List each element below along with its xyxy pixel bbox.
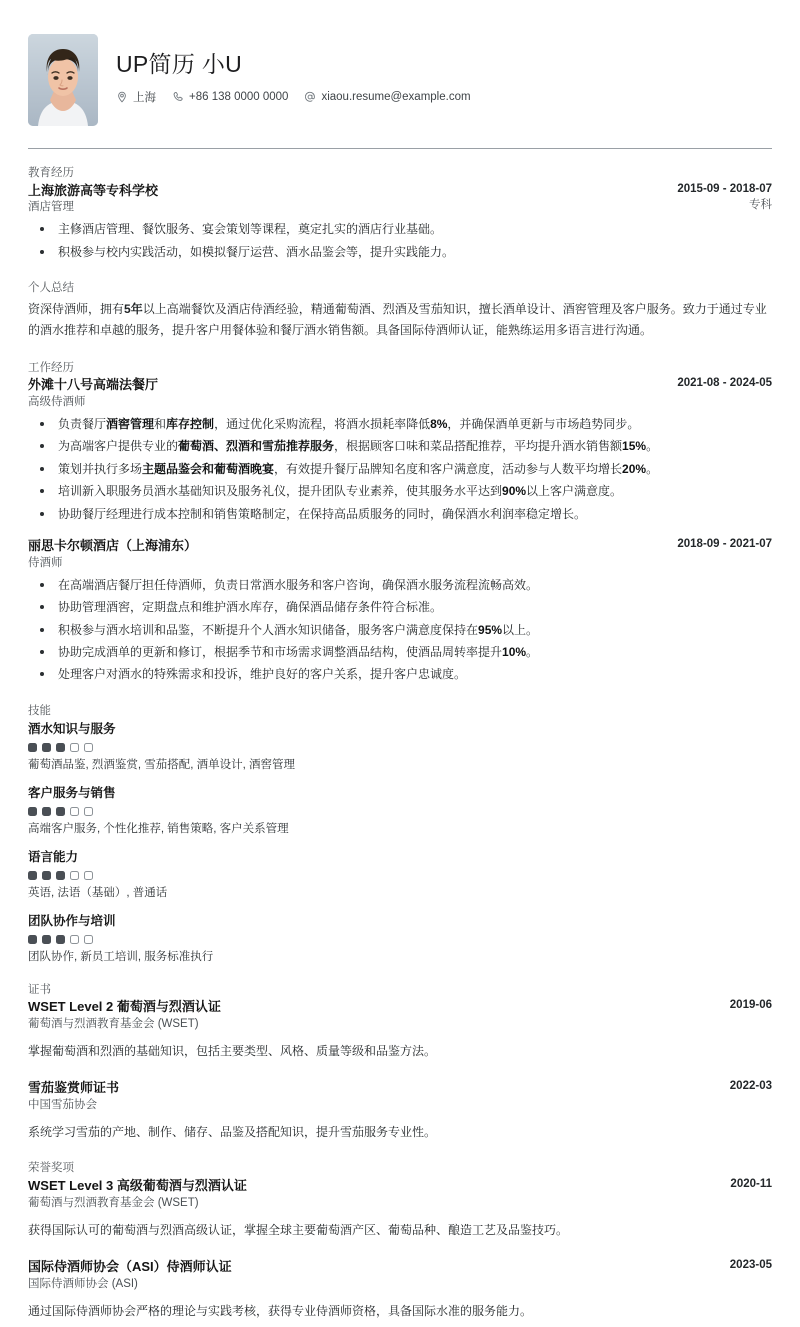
section-summary <box>24 280 776 341</box>
skill-item <box>28 784 772 839</box>
certificate-issuer: 中国雪茄协会 <box>28 1098 97 1111</box>
skill-dot-empty <box>84 935 93 944</box>
avatar <box>28 34 98 126</box>
skill-dot-filled <box>42 935 51 944</box>
award-date: 2023-05 <box>729 1259 772 1272</box>
work-company: 丽思卡尔顿酒店（上海浦东） <box>28 538 198 554</box>
work-company: 外滩十八号高端法餐厅 <box>28 377 159 393</box>
bullet-item: 在高端酒店餐厅担任侍酒师，负责日常酒水服务和客户咨询，确保酒水服务流程流畅高效。 <box>28 576 772 595</box>
education-degree: 专科 <box>749 199 772 212</box>
skill-dot-empty <box>84 743 93 752</box>
work-bullets <box>28 415 772 524</box>
skill-keywords: 葡萄酒品鉴, 烈酒鉴赏, 雪茄搭配, 酒单设计, 酒窖管理 <box>28 759 296 772</box>
skill-item <box>28 848 772 903</box>
skill-item <box>28 912 772 967</box>
skill-dot-empty <box>84 871 93 880</box>
skill-dot-empty <box>84 807 93 816</box>
skill-dot-empty <box>70 807 79 816</box>
skill-keywords: 英语, 法语（基础）, 普通话 <box>28 887 168 900</box>
contact-list <box>116 89 487 105</box>
bullet-item: 负责餐厅酒窖管理和库存控制，通过优化采购流程，将酒水损耗率降低8%，并确保酒单更新与市场趋势同步。 <box>28 415 772 434</box>
skill-dot-filled <box>56 743 65 752</box>
contact-location <box>116 89 156 105</box>
contact-email-text: xiaou.resume@example.com <box>321 90 471 103</box>
section-label-skills: 技能 <box>28 704 51 717</box>
skill-keywords: 高端客户服务, 个性化推荐, 销售策略, 客户关系管理 <box>28 823 289 836</box>
section-label-work: 工作经历 <box>28 361 74 374</box>
skill-dot-filled <box>56 935 65 944</box>
certificate-entry <box>28 1079 772 1142</box>
skill-dot-filled <box>56 807 65 816</box>
skill-dot-empty <box>70 743 79 752</box>
resume-header <box>24 34 776 126</box>
skill-dot-filled <box>28 871 37 880</box>
section-skills <box>24 703 776 967</box>
bullet-item: 协助餐厅经理进行成本控制和销售策略制定，在保持高品质服务的同时，确保酒水利润率稳定增长。 <box>28 505 772 524</box>
spacer <box>24 266 776 280</box>
contact-phone <box>172 91 288 103</box>
section-work <box>24 360 776 685</box>
contact-email <box>304 91 470 103</box>
certificate-entry <box>28 998 772 1061</box>
bullet-item: 协助管理酒窖，定期盘点和维护酒水库存，确保酒品储存条件符合标准。 <box>28 598 772 617</box>
award-entry <box>28 1258 772 1321</box>
award-date: 2020-11 <box>730 1177 772 1190</box>
summary-text: 资深侍酒师，拥有5年以上高端餐饮及酒店侍酒经验，精通葡萄酒、烈酒及雪茄知识，擅长酒单设计、酒窖管理及客户服务。致力于通过专业的酒水推荐和卓越的服务，提升客户用餐体验和餐厅酒水销售额。具备国际侍酒师认证，能熟练运用多语言进行沟通。 <box>28 301 767 338</box>
certificate-date: 2022-03 <box>729 1080 772 1093</box>
bullet-item: 积极参与酒水培训和品鉴，不断提升个人酒水知识储备，服务客户满意度保持在95%以上。 <box>28 621 772 640</box>
bullet-item: 处理客户对酒水的特殊需求和投诉，维护良好的客户关系，提升客户忠诚度。 <box>28 665 772 684</box>
education-date: 2015-09 - 2018-07 <box>677 182 772 195</box>
skill-dot-filled <box>28 935 37 944</box>
skill-dot-empty <box>70 935 79 944</box>
phone-icon <box>172 91 184 103</box>
education-entry <box>28 182 772 263</box>
section-label-education: 教育经历 <box>28 167 74 179</box>
skill-dot-filled <box>28 743 37 752</box>
skill-dot-empty <box>70 871 79 880</box>
certificate-title: WSET Level 2 葡萄酒与烈酒认证 <box>28 999 221 1015</box>
skill-level-dots <box>28 807 772 816</box>
contact-location-text: 上海 <box>133 91 156 104</box>
section-label-awards: 荣誉奖项 <box>28 1162 74 1175</box>
work-job-title: 侍酒师 <box>28 556 63 569</box>
work-date: 2018-09 - 2021-07 <box>677 538 772 551</box>
award-title: 国际侍酒师协会（ASI）侍酒师认证 <box>28 1259 232 1275</box>
certificate-date: 2019-06 <box>729 999 772 1012</box>
section-awards <box>24 1160 776 1321</box>
certificate-title: 雪茄鉴赏师证书 <box>28 1080 120 1096</box>
section-label-summary: 个人总结 <box>28 282 74 295</box>
award-title: WSET Level 3 高级葡萄酒与烈酒认证 <box>28 1177 247 1193</box>
skill-item <box>28 720 772 775</box>
work-entry <box>28 537 772 685</box>
section-certificates <box>24 982 776 1143</box>
spacer <box>24 346 776 360</box>
skill-dot-filled <box>28 807 37 816</box>
education-major: 酒店管理 <box>28 201 74 214</box>
section-label-certificates: 证书 <box>28 983 51 996</box>
work-entry <box>28 376 772 524</box>
skill-level-dots <box>28 743 772 752</box>
certificate-description: 掌握葡萄酒和烈酒的基础知识，包括主要类型、风格、质量等级和品鉴方法。 <box>28 1043 437 1058</box>
skill-dot-filled <box>42 743 51 752</box>
at-email-icon <box>304 91 316 103</box>
skill-dot-filled <box>42 807 51 816</box>
skill-level-dots <box>28 871 772 880</box>
award-description: 获得国际认可的葡萄酒与烈酒高级认证，掌握全球主要葡萄酒产区、葡萄品种、酿造工艺及品鉴技巧。 <box>28 1222 569 1237</box>
skill-dot-filled <box>42 871 51 880</box>
award-description: 通过国际侍酒师协会严格的理论与实践考核，获得专业侍酒师资格，具备国际水准的服务能力。 <box>28 1303 533 1318</box>
bullet-item: 协助完成酒单的更新和修订，根据季节和市场需求调整酒品结构，使酒品周转率提升10%。 <box>28 643 772 662</box>
bullet-item: 培训新入职服务员酒水基础知识及服务礼仪，提升团队专业素养，使其服务水平达到90%以上客户满意度。 <box>28 482 772 501</box>
header-divider <box>28 148 772 149</box>
bullet-item: 策划并执行多场主题品鉴会和葡萄酒晚宴，有效提升餐厅品牌知名度和客户满意度，活动参与人数平均增长20%。 <box>28 460 772 479</box>
bullet-item: 积极参与校内实践活动，如模拟餐厅运营、酒水品鉴会等，提升实践能力。 <box>28 243 772 262</box>
skill-name: 语言能力 <box>28 849 79 864</box>
bullet-item: 为高端客户提供专业的葡萄酒、烈酒和雪茄推荐服务，根据顾客口味和菜品搭配推荐，平均提升酒水销售额15%。 <box>28 437 772 456</box>
award-entry <box>28 1177 772 1240</box>
contact-phone-text: +86 138 0000 0000 <box>189 90 289 103</box>
education-bullets <box>28 220 772 262</box>
work-bullets <box>28 576 772 685</box>
certificate-description: 系统学习雪茄的产地、制作、储存、品鉴及搭配知识，提升雪茄服务专业性。 <box>28 1124 437 1139</box>
skill-dot-filled <box>56 871 65 880</box>
work-job-title: 高级侍酒师 <box>28 395 86 408</box>
spacer <box>24 689 776 703</box>
candidate-name: UP简历 小U <box>116 51 243 78</box>
skill-keywords: 团队协作, 新员工培训, 服务标准执行 <box>28 951 214 964</box>
award-issuer: 葡萄酒与烈酒教育基金会 (WSET) <box>28 1196 199 1209</box>
bullet-item: 主修酒店管理、餐饮服务、宴会策划等课程，奠定扎实的酒店行业基础。 <box>28 220 772 239</box>
section-education <box>24 165 776 262</box>
location-pin-icon <box>116 91 128 103</box>
skills-list <box>28 720 772 967</box>
work-date: 2021-08 - 2024-05 <box>677 377 772 390</box>
award-issuer: 国际侍酒师协会 (ASI) <box>28 1277 138 1290</box>
skill-name: 客户服务与销售 <box>28 785 116 800</box>
certificate-issuer: 葡萄酒与烈酒教育基金会 (WSET) <box>28 1017 199 1030</box>
education-school: 上海旅游高等专科学校 <box>28 182 159 198</box>
skill-level-dots <box>28 935 772 944</box>
skill-name: 团队协作与培训 <box>28 913 116 928</box>
skill-name: 酒水知识与服务 <box>28 721 116 736</box>
